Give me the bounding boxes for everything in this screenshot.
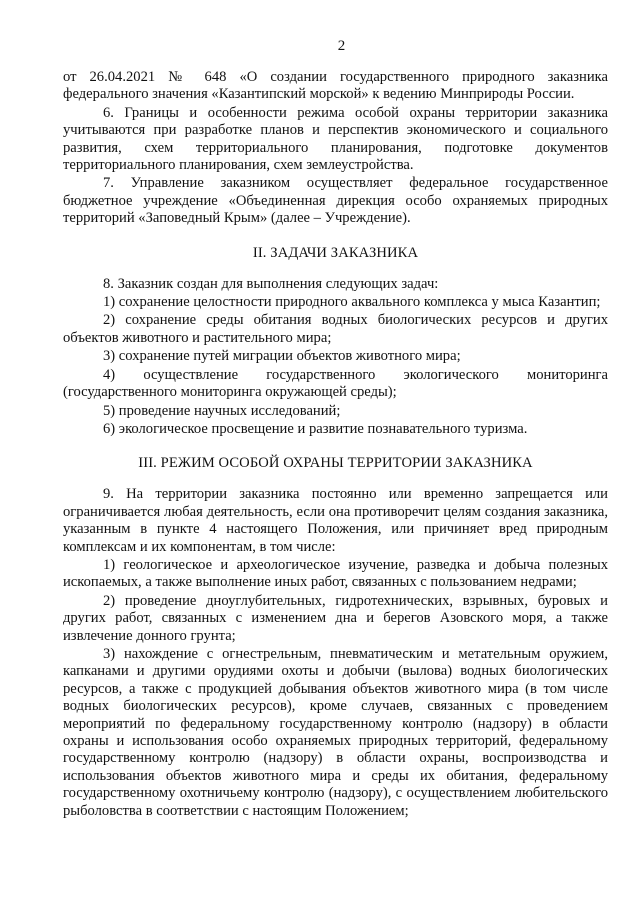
section-3-heading: III. РЕЖИМ ОСОБОЙ ОХРАНЫ ТЕРРИТОРИИ ЗАКАЗНИКА xyxy=(138,455,533,472)
task-5: 5) проведение научных исследований; xyxy=(103,402,341,419)
task-6: 6) экологическое просвещение и развитие познавательного туризма. xyxy=(103,420,528,437)
paragraph-8: 8. Заказник создан для выполнения следующих задач: xyxy=(103,275,439,292)
restriction-2: 2) проведение дноуглубительных, гидротехнических, взрывных, буровых и других работ, связанных с изменением дна и берегов Азовского моря, а также извлечение донного грунта; xyxy=(63,592,608,644)
section-2-heading: II. ЗАДАЧИ ЗАКАЗНИКА xyxy=(252,244,419,261)
restriction-3: 3) нахождение с огнестрельным, пневматическим и метательным оружием, капканами и другими орудиями охоты и добычи (вылова) водных биологических ресурсов, а также с продукцией добывания объектов животного мира (в том числе водных биологических ресурсов), кроме случаев, связанных с проведением мероприятий по федеральному государственному контролю (надзору) в области охраны и использования особо охраняемых природных территорий, федеральному государственному контролю (надзору) в области охраны, воспроизводства и использования объектов животного мира и среды их обитания, федеральному государственному охотничьему контролю (надзору), с осуществлением любительского рыболовства в соответствии с настоящим Положением; xyxy=(63,645,608,819)
paragraph-9: 9. На территории заказника постоянно или временно запрещается или ограничивается любая деятельность, если она противоречит целям создания заказника, указанным в пункте 4 настоящего Положения, или причиняет вред природным комплексам и их компонентам, в том числе: xyxy=(63,486,608,555)
task-2: 2) сохранение среды обитания водных биологических ресурсов и других объектов животного и растительного мира; xyxy=(63,312,608,346)
restriction-1: 1) геологическое и археологическое изучение, разведка и добыча полезных ископаемых, а также выполнение иных работ, связанных с пользованием недрами; xyxy=(63,556,608,591)
paragraph-intro: от 26.04.2021 № 648 «О создании государственного природного заказника федерального значения «Казантипский морской» к ведению Минприроды России. xyxy=(63,69,608,103)
task-3: 3) сохранение путей миграции объектов животного мира; xyxy=(103,348,461,365)
paragraph-7: 7. Управление заказником осуществляет федеральное государственное бюджетное учреждение «Объединенная дирекция особо охраняемых природных территорий «Заповедный Крым» (далее – Учреждение). xyxy=(63,175,608,227)
page-number: 2 xyxy=(337,38,346,54)
task-1: 1) сохранение целостности природного аквального комплекса у мыса Казантип; xyxy=(103,294,601,311)
paragraph-6: 6. Границы и особенности режима особой охраны территории заказника учитываются при разработке планов и перспектив экономического и социального развития, схем территориального планирования, подготовке документов территориального планирования, схем землеустройства. xyxy=(63,104,608,174)
task-4: 4) осуществление государственного экологического мониторинга (государственного мониторинга окружающей среды); xyxy=(63,366,608,401)
